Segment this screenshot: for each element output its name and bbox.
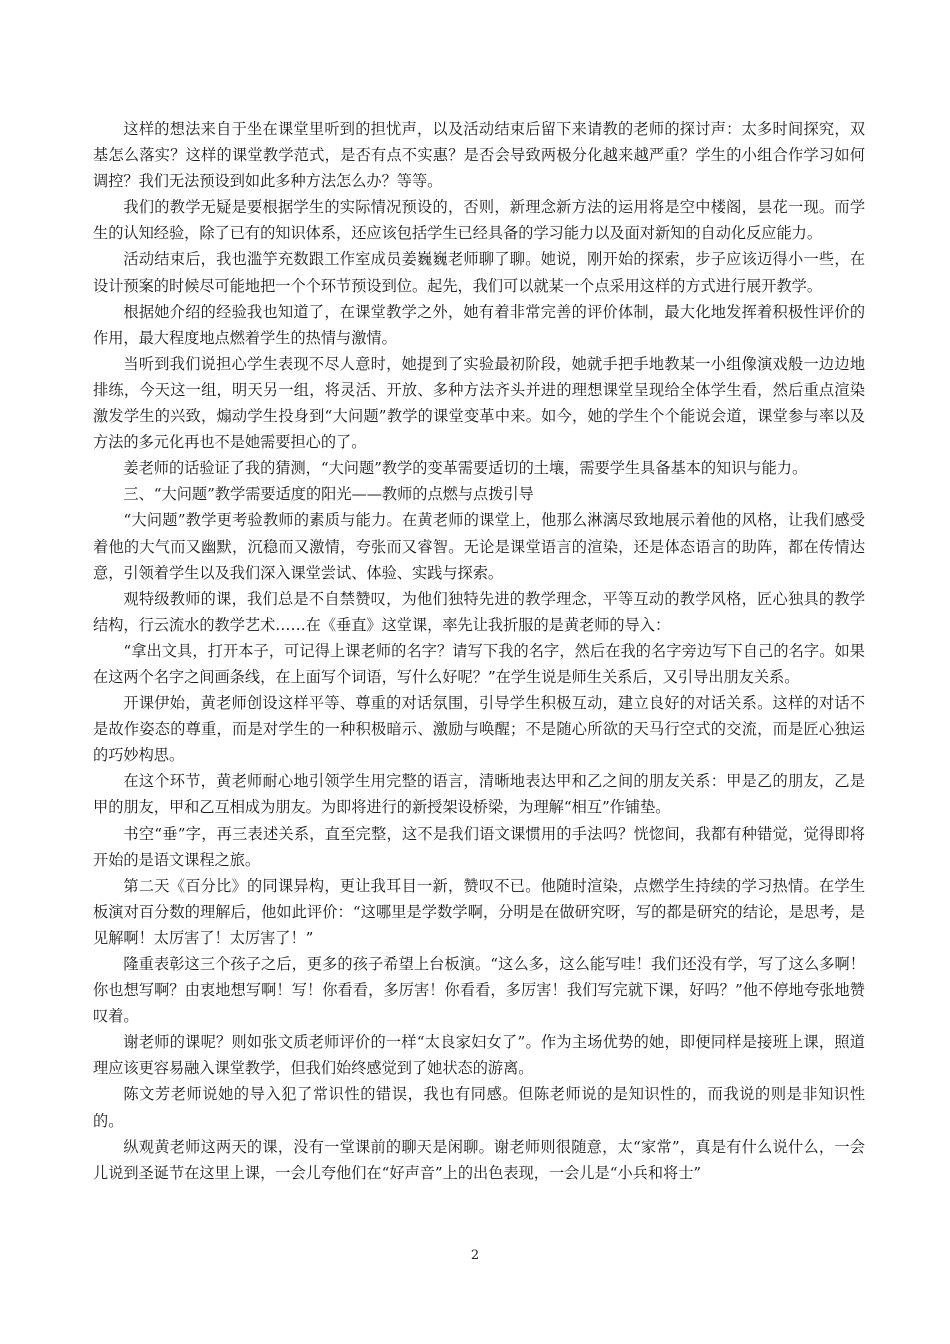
paragraph: 观特级教师的课，我们总是不自禁赞叹，为他们独特先进的教学理念，平等互动的教学风格，匠心独具的教学结构，行云流水的教学艺术……在《垂直》这堂课，率先让我折服的是黄老师的导入：: [93, 589, 865, 634]
paragraph: 我们的教学无疑是要根据学生的实际情况预设的，否则，新理念新方法的运用将是空中楼阁，昙花一现。而学生的认知经验，除了已有的知识体系，还应该包括学生已经具备的学习能力以及面对新知的自动化反应能力。: [93, 198, 865, 243]
section-heading: 三、“大问题”教学需要适度的阳光——教师的点燃与点拨引导: [123, 485, 534, 504]
paragraph: 根据她介绍的经验我也知道了，在课堂教学之外，她有着非常完善的评价体制，最大化地发挥着积极性评价的作用，最大程度地点燃着学生的热情与激情。: [93, 302, 865, 347]
paragraph: 第二天《百分比》的同课异构，更让我耳目一新，赞叹不已。他随时渲染，点燃学生持续的学习热情。在学生板演对百分数的理解后，他如此评价：“这哪里是学数学啊，分明是在做研究呀，写的都是研究的结论，是思考，是见解啊！太厉害了！太厉害了！”: [93, 876, 865, 947]
paragraph: 姜老师的话验证了我的猜测，“大问题”教学的变革需要适切的土壤，需要学生具备基本的知识与能力。: [123, 459, 808, 478]
paragraph: 当听到我们说担心学生表现不尽人意时，她提到了实验最初阶段，她就手把手地教某一小组像演戏般一边边地排练，今天这一组，明天另一组，将灵活、开放、多种方法齐头并进的理想课堂呈现给全体学生看，然后重点渲染激发学生的兴致，煽动学生投身到“大问题”教学的课堂变革中来。如今，她的学生个个能说会道，课堂参与率以及方法的多元化再也不是她需要担心的了。: [93, 354, 865, 452]
document-body: [93, 116, 865, 1186]
paragraph: 隆重表彰这三个孩子之后，更多的孩子希望上台板演。“这么多，这么能写哇！我们还没有学，写了这么多啊！你也想写啊？由衷地想写啊！写！你看看，多厉害！你看看，多厉害！我们写完就下课，好吗？”他不停地夸张地赞叹着。: [93, 955, 865, 1026]
paragraph: 开课伊始，黄老师创设这样平等、尊重的对话氛围，引导学生积极互动，建立良好的对话关系。这样的对话不是故作姿态的尊重，而是对学生的一种积极暗示、激励与唤醒；不是随心所欲的天马行空式的交流，而是匠心独运的巧妙构思。: [93, 694, 865, 765]
page-number: 2: [470, 1248, 480, 1263]
paragraph: 在这个环节，黄老师耐心地引领学生用完整的语言，清晰地表达甲和乙之间的朋友关系：甲是乙的朋友，乙是甲的朋友，甲和乙互相成为朋友。为即将进行的新授架设桥梁，为理解“相互”作铺垫。: [93, 772, 865, 817]
paragraph: 谢老师的课呢？则如张文质老师评价的一样“太良家妇女了”。作为主场优势的她，即便同样是接班上课，照道理应该更容易融入课堂教学，但我们始终感觉到了她状态的游离。: [93, 1033, 865, 1078]
paragraph: 陈文芳老师说她的导入犯了常识性的错误，我也有同感。但陈老师说的是知识性的，而我说的则是非知识性的。: [93, 1085, 865, 1130]
paragraph: 纵观黄老师这两天的课，没有一堂课前的聊天是闲聊。谢老师则很随意，太“家常”，真是有什么说什么，一会儿说到圣诞节在这里上课，一会儿夸他们在“好声音”上的出色表现，一会儿是“小兵和将士”: [93, 1137, 865, 1182]
paragraph: 书空“垂”字，再三表述关系，直至完整，这不是我们语文课惯用的手法吗？恍惚间，我都有种错觉，觉得即将开始的是语文课程之旅。: [93, 824, 865, 869]
paragraph: 这样的想法来自于坐在课堂里听到的担忧声，以及活动结束后留下来请教的老师的探讨声：太多时间探究，双基怎么落实？这样的课堂教学范式，是否有点不实惠？是否会导致两极分化越来越严重？学生的小组合作学习如何调控？我们无法预设到如此多种方法怎么办？等等。: [93, 120, 865, 191]
paragraph: 活动结束后，我也滥竽充数跟工作室成员姜巍巍老师聊了聊。她说，刚开始的探索，步子应该迈得小一些，在设计预案的时候尽可能地把一个个环节预设到位。起先，我们可以就某一个点采用这样的方式进行展开教学。: [93, 250, 865, 295]
paragraph: “大问题”教学更考验教师的素质与能力。在黄老师的课堂上，他那么淋漓尽致地展示着他的风格，让我们感受着他的大气而又幽默，沉稳而又激情，夸张而又睿智。无论是课堂语言的渲染，还是体态语言的助阵，都在传情达意，引领着学生以及我们深入课堂尝试、体验、实践与探索。: [93, 511, 865, 582]
paragraph: “拿出文具，打开本子，可记得上课老师的名字？请写下我的名字，然后在我的名字旁边写下自己的名字。如果在这两个名字之间画条线，在上面写个词语，写什么好呢？”在学生说是师生关系后，又引导出朋友关系。: [93, 641, 865, 686]
